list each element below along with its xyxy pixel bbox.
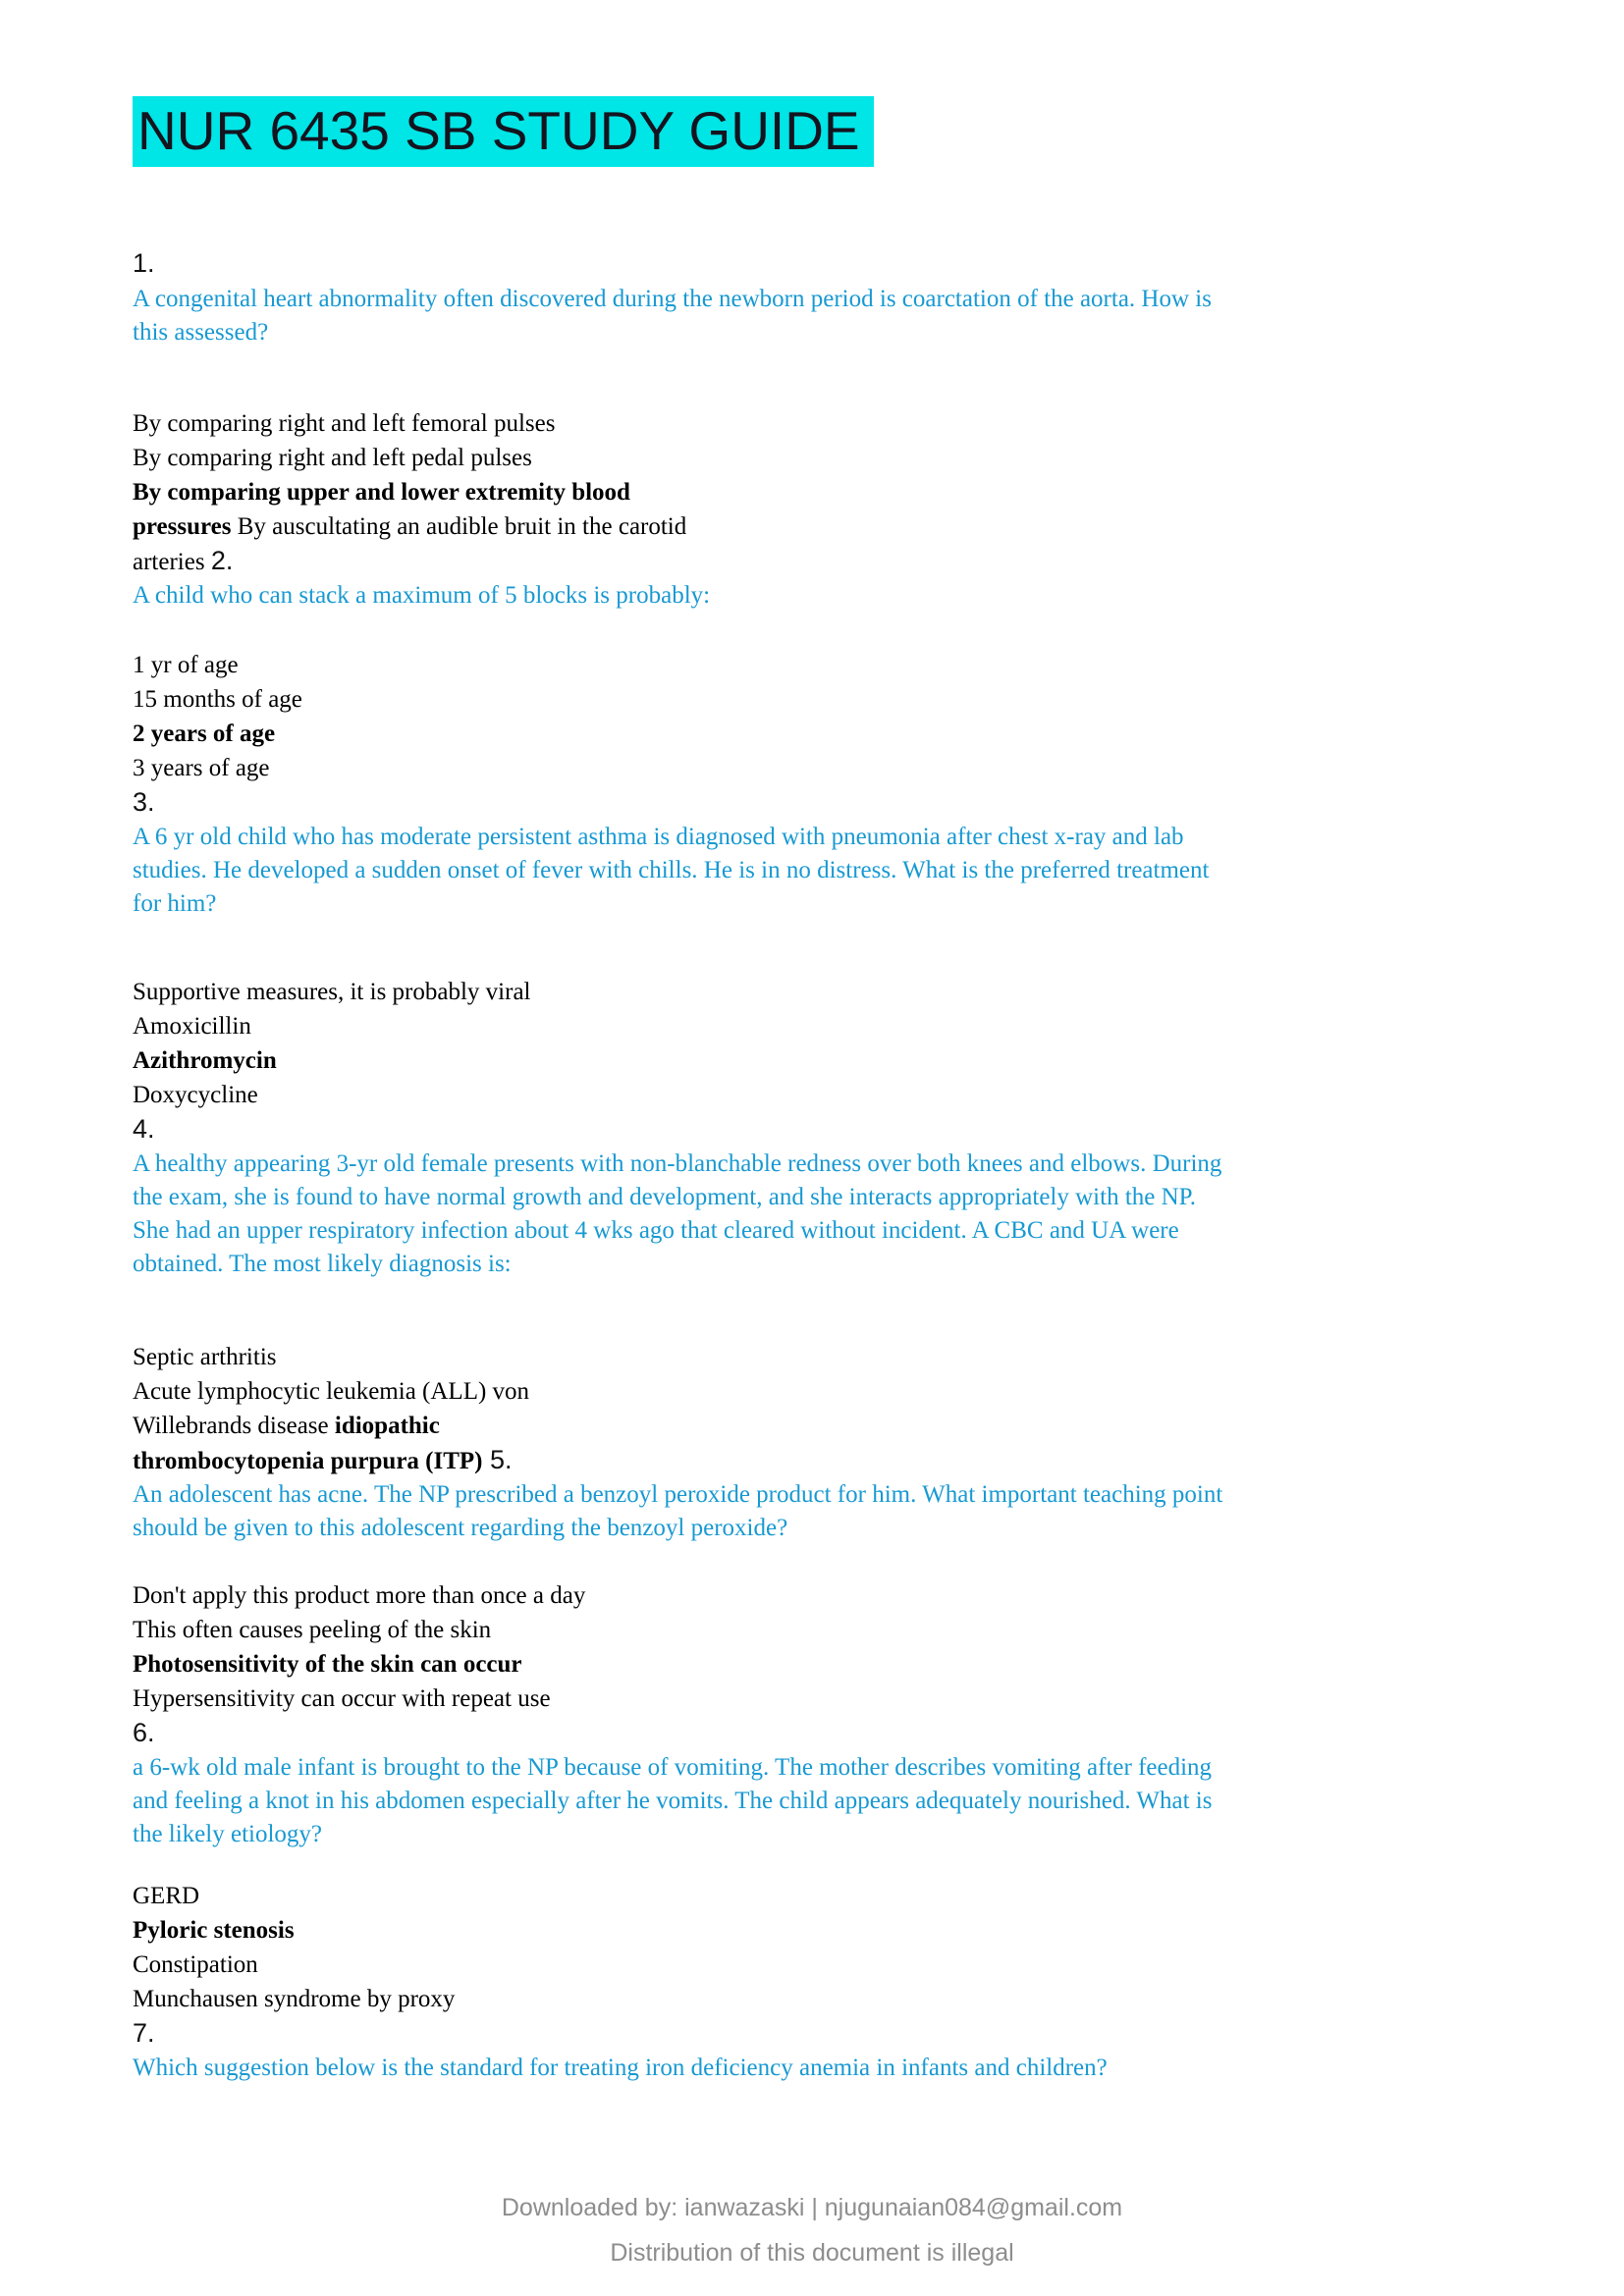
answer-option-text: Constipation xyxy=(133,1951,258,1978)
answer-line xyxy=(133,1682,1507,1716)
question-line: A child who can stack a maximum of 5 blocks is probably: xyxy=(133,582,711,609)
question-line: for him? xyxy=(133,890,217,917)
answer-option-correct: pressures xyxy=(133,513,232,540)
answer-line xyxy=(133,1009,1507,1043)
answer-line xyxy=(133,1948,1507,1982)
document-flow xyxy=(133,96,1507,2085)
answer-line xyxy=(133,1340,1507,1374)
answer-line xyxy=(133,648,1507,682)
answer-group xyxy=(133,1578,1507,1751)
answer-line xyxy=(133,1409,1507,1443)
answer-option-correct: Photosensitivity of the skin can occur xyxy=(133,1651,522,1678)
page-title: NUR 6435 SB STUDY GUIDE xyxy=(133,96,874,167)
answer-option-correct: By comparing upper and lower extremity blood xyxy=(133,479,630,506)
answer-line xyxy=(133,441,1507,475)
question-line: Which suggestion below is the standard for treating iron deficiency anemia in infants and children? xyxy=(133,2055,1108,2081)
answer-line xyxy=(133,1578,1507,1613)
answer-option-text: 1 yr of age xyxy=(133,652,239,678)
question-number-inline: 7. xyxy=(133,2018,155,2048)
answer-line xyxy=(133,509,1507,544)
answer-option-text: This often causes peeling of the skin xyxy=(133,1617,492,1643)
footer-downloaded-by: Downloaded by: ianwazaski | njugunaian084@gmail.com xyxy=(501,2194,1123,2221)
answer-option-text: Amoxicillin xyxy=(133,1013,251,1040)
question-text xyxy=(133,283,1507,349)
answer-line xyxy=(133,475,1507,509)
footer-warning: Distribution of this document is illegal xyxy=(610,2239,1014,2267)
answer-line xyxy=(133,1613,1507,1647)
answer-line xyxy=(133,1374,1507,1409)
question-text xyxy=(133,1148,1507,1281)
question-line: should be given to this adolescent regarding the benzoyl peroxide? xyxy=(133,1515,788,1541)
question-number: 1. xyxy=(133,248,155,278)
question-number-inline: 5. xyxy=(482,1445,513,1474)
answer-option-correct: Azithromycin xyxy=(133,1047,277,1074)
answer-line xyxy=(133,1112,1507,1148)
question-text xyxy=(133,2052,1507,2085)
answer-option-text: By auscultating an audible bruit in the carotid xyxy=(231,513,687,540)
answer-line xyxy=(133,544,1507,579)
answer-group xyxy=(133,975,1507,1148)
question-line: A 6 yr old child who has moderate persistent asthma is diagnosed with pneumonia after chest x-ray and lab xyxy=(133,824,1184,850)
question-text xyxy=(133,821,1507,921)
answer-option-correct: thrombocytopenia purpura (ITP) xyxy=(133,1448,483,1474)
answer-line xyxy=(133,1913,1507,1948)
question-line: She had an upper respiratory infection about 4 wks ago that cleared without incident. A CBC and UA were xyxy=(133,1217,1179,1244)
question-line: and feeling a knot in his abdomen especially after he vomits. The child appears adequately nourished. What is xyxy=(133,1788,1213,1814)
question-line: the exam, she is found to have normal growth and development, and she interacts appropriately with the NP. xyxy=(133,1184,1197,1210)
answer-option-text: GERD xyxy=(133,1883,200,1909)
answer-line xyxy=(133,751,1507,785)
answer-line xyxy=(133,1716,1507,1751)
answer-line xyxy=(133,975,1507,1009)
answer-option-correct: Pyloric stenosis xyxy=(133,1917,295,1944)
answer-line xyxy=(133,1982,1507,2016)
answer-line xyxy=(133,682,1507,717)
question-number-inline: 2. xyxy=(210,546,234,575)
question-line: A healthy appearing 3-yr old female presents with non-blanchable redness over both knees and elbows. During xyxy=(133,1150,1222,1177)
question-line: obtained. The most likely diagnosis is: xyxy=(133,1251,512,1277)
answer-option-correct: idiopathic xyxy=(334,1413,440,1439)
answer-group xyxy=(133,1879,1507,2052)
answer-option-correct: 2 years of age xyxy=(133,721,276,747)
answer-line xyxy=(133,2016,1507,2052)
question-line: An adolescent has acne. The NP prescribed a benzoyl peroxide product for him. What important teaching point xyxy=(133,1481,1223,1508)
answer-line xyxy=(133,785,1507,821)
answer-option-text: Acute lymphocytic leukemia (ALL) von xyxy=(133,1378,530,1405)
page-footer xyxy=(0,2185,1624,2275)
answer-option-text: arteries xyxy=(133,549,211,575)
answer-line xyxy=(133,717,1507,751)
answer-option-text: 15 months of age xyxy=(133,686,302,713)
question-text xyxy=(133,1478,1507,1545)
question-number-inline: 6. xyxy=(133,1718,155,1747)
answer-line xyxy=(133,1443,1507,1478)
question-line: a 6-wk old male infant is brought to the NP because of vomiting. The mother describes vomiting after feeding xyxy=(133,1754,1213,1781)
question-text xyxy=(133,1751,1507,1851)
answer-line xyxy=(133,1078,1507,1112)
answer-line xyxy=(133,1043,1507,1078)
question-line: A congenital heart abnormality often discovered during the newborn period is coarctation of the aorta. How is xyxy=(133,286,1212,312)
question-number-inline: 3. xyxy=(133,787,155,817)
answer-option-text: Willebrands disease xyxy=(133,1413,335,1439)
answer-group xyxy=(133,648,1507,821)
answer-option-text: Hypersensitivity can occur with repeat use xyxy=(133,1685,551,1712)
answer-line xyxy=(133,1647,1507,1682)
answer-option-text: By comparing right and left femoral pulses xyxy=(133,410,556,437)
answer-line xyxy=(133,406,1507,441)
answer-group xyxy=(133,1340,1507,1478)
answer-option-text: Septic arthritis xyxy=(133,1344,277,1370)
answer-option-text: Supportive measures, it is probably viral xyxy=(133,979,531,1005)
answer-option-text: Don't apply this product more than once a day xyxy=(133,1582,586,1609)
question-line: the likely etiology? xyxy=(133,1821,323,1847)
answer-option-text: Doxycycline xyxy=(133,1082,258,1108)
answer-option-text: 3 years of age xyxy=(133,755,270,781)
question-line: this assessed? xyxy=(133,319,269,346)
answer-option-text: Munchausen syndrome by proxy xyxy=(133,1986,456,2012)
question-text xyxy=(133,579,1507,613)
answer-option-text: By comparing right and left pedal pulses xyxy=(133,445,532,471)
question-number-inline: 4. xyxy=(133,1114,155,1144)
answer-group xyxy=(133,406,1507,579)
question-line: studies. He developed a sudden onset of fever with chills. He is in no distress. What is the preferred treatment xyxy=(133,857,1210,883)
answer-line xyxy=(133,1879,1507,1913)
